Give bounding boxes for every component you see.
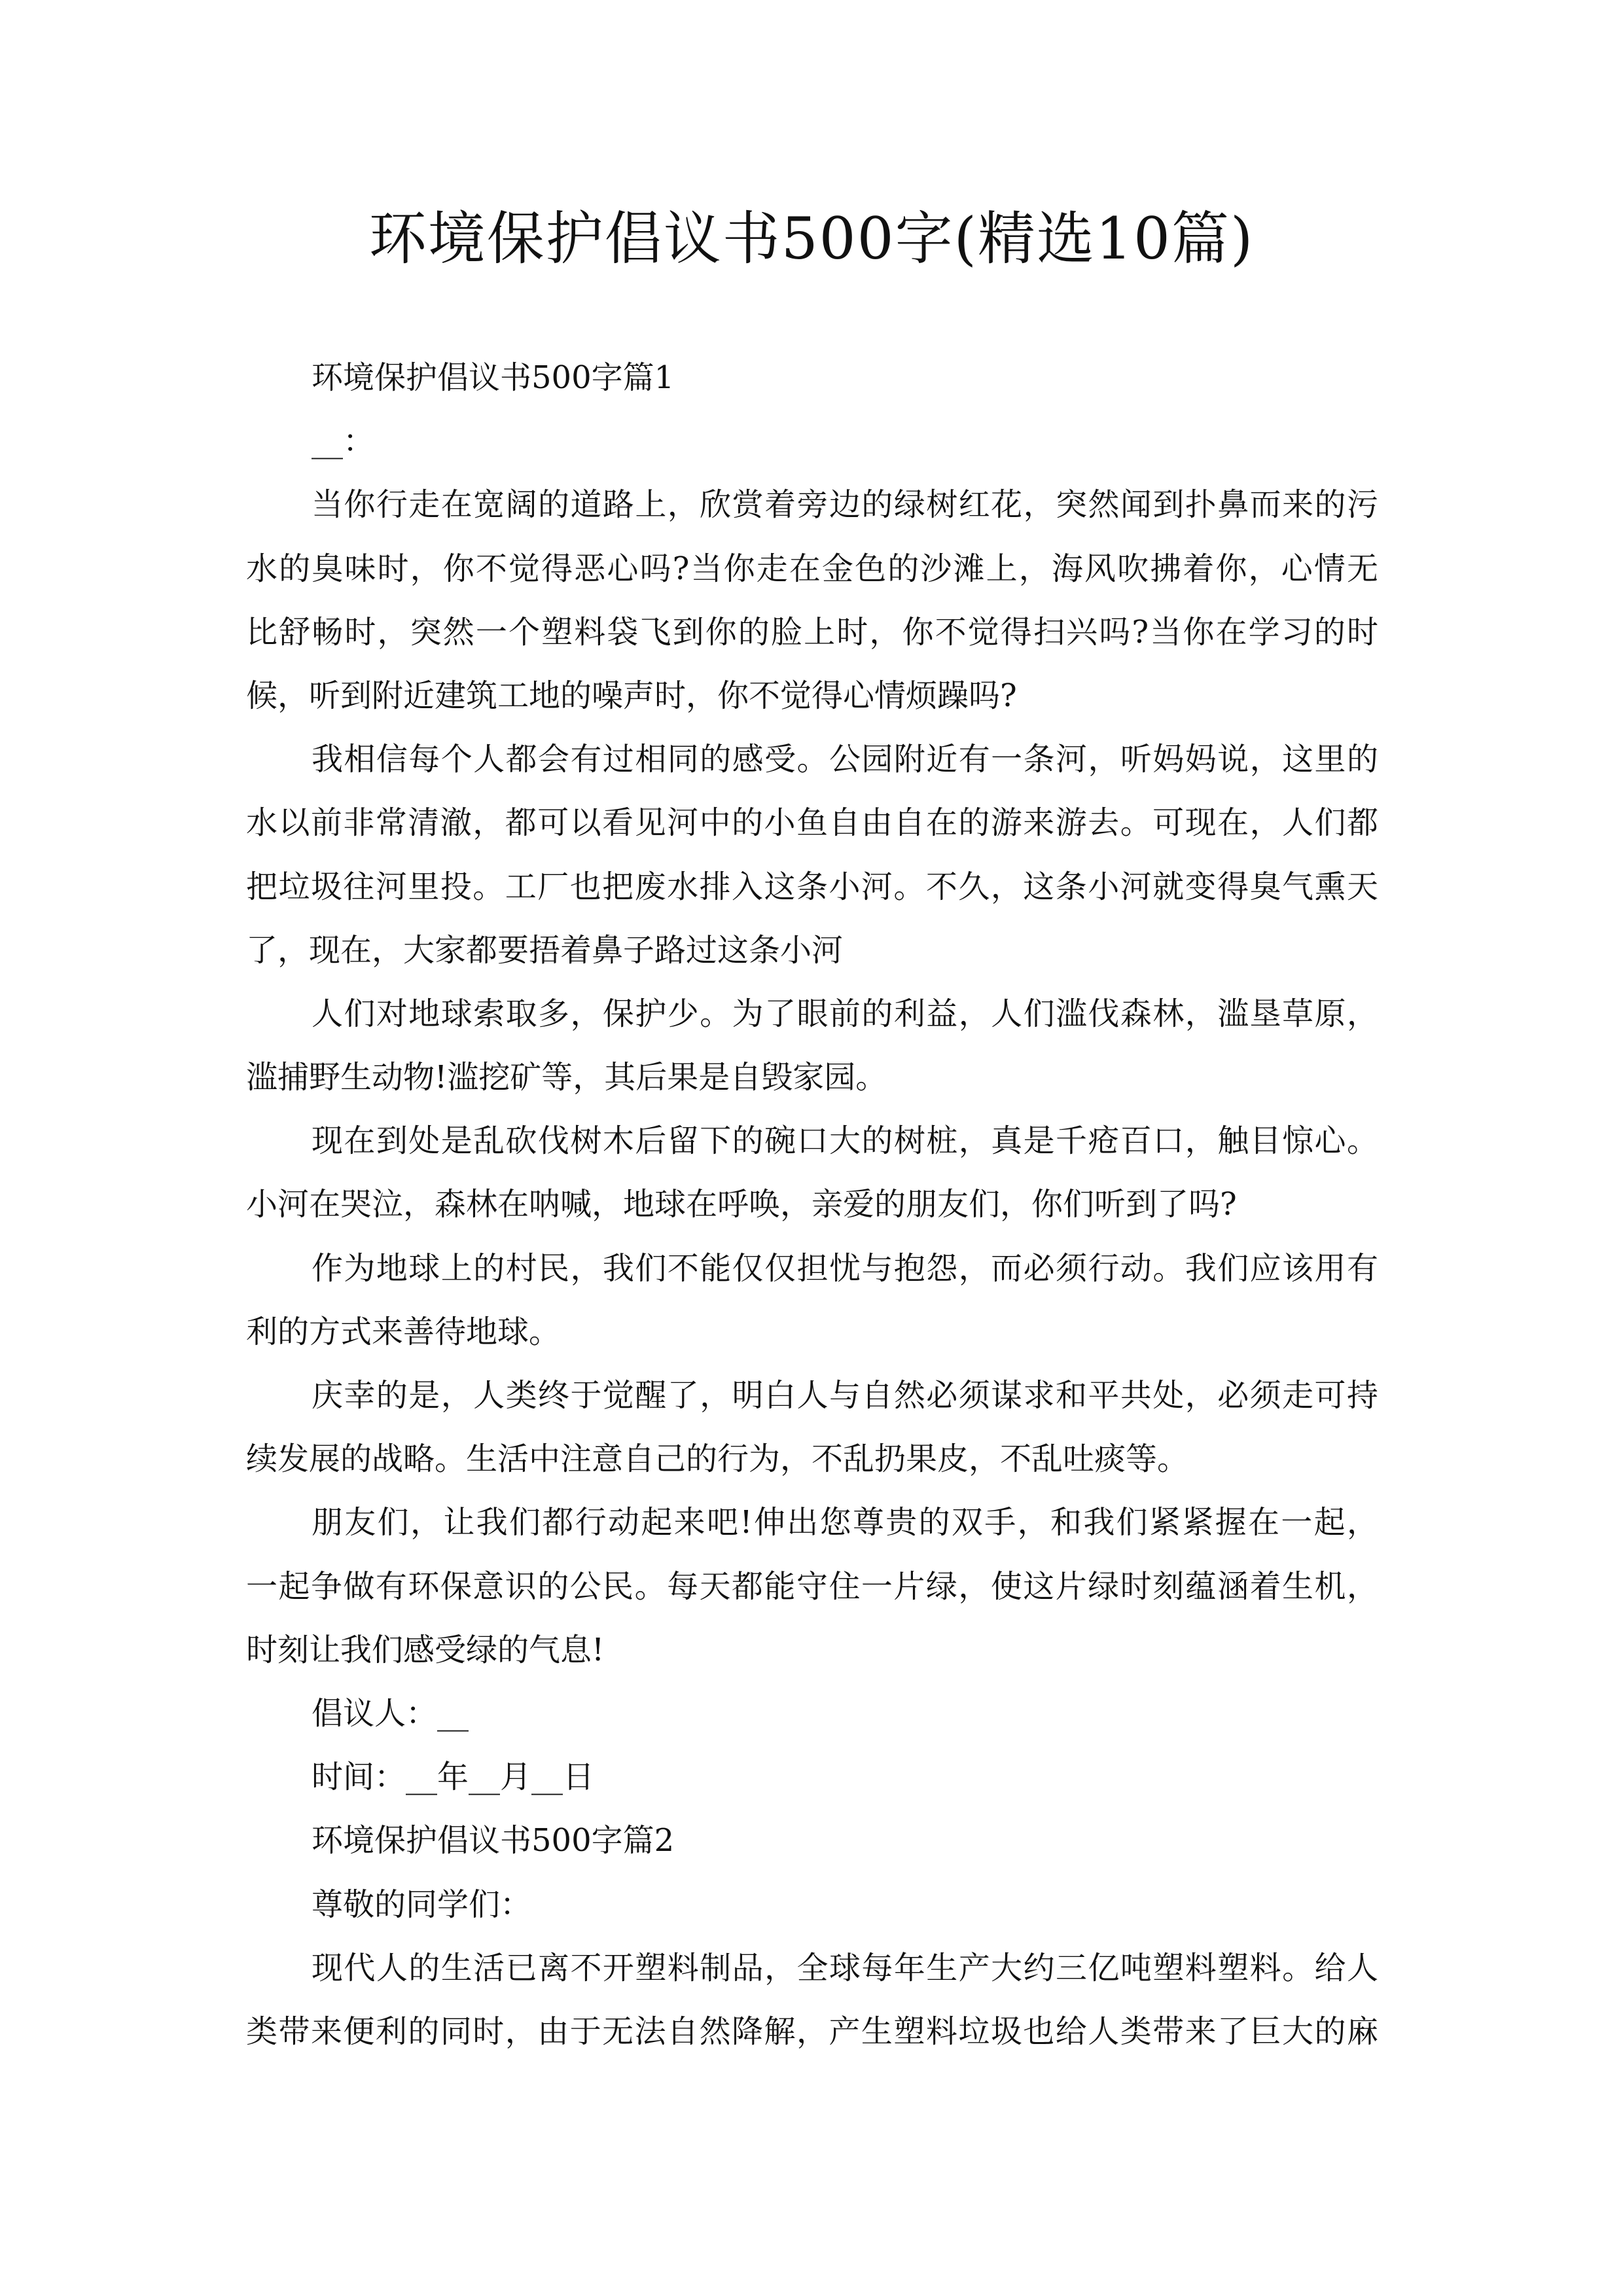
- text-line: 时刻让我们感受绿的气息!: [246, 1631, 605, 1668]
- text-line: 利的方式来善待地球。: [246, 1313, 561, 1350]
- text-line: 现在到处是乱砍伐树木后留下的碗口大的树桩，真是千疮百口，触目惊心。: [312, 1122, 1378, 1160]
- text-line: 候，听到附近建筑工地的噪声时，你不觉得心情烦躁吗?: [246, 677, 1017, 714]
- document-title: 环境保护倡议书500字(精选10篇): [368, 205, 1255, 272]
- text-line: 环境保护倡议书500字篇1: [312, 359, 675, 396]
- text-line: 水以前非常清澈，都可以看见河中的小鱼自由自在的游来游去。可现在，人们都: [246, 804, 1378, 842]
- text-line: 一起争做有环保意识的公民。每天都能守住一片绿，使这片绿时刻蕴涵着生机，: [246, 1568, 1378, 1605]
- text-line: 现代人的生活已离不开塑料制品，全球每年生产大约三亿吨塑料塑料。给人: [312, 1949, 1378, 1986]
- text-line: 环境保护倡议书500字篇2: [312, 1822, 675, 1859]
- document-body: [246, 346, 1378, 2064]
- text-line: 时间：__年__月__日: [312, 1759, 595, 1796]
- text-line: 类带来便利的同时，由于无法自然降解，产生塑料垃圾也给人类带来了巨大的麻: [246, 2013, 1378, 2050]
- text-line: 了，现在，大家都要捂着鼻子路过这条小河: [246, 931, 844, 969]
- text-line: 续发展的战略。生活中注意自己的行为，不乱扔果皮，不乱吐痰等。: [246, 1441, 1189, 1478]
- text-line: 庆幸的是，人类终于觉醒了，明白人与自然必须谋求和平共处，必须走可持: [312, 1377, 1378, 1414]
- text-line: 水的臭味时，你不觉得恶心吗?当你走在金色的沙滩上，海风吹拂着你，心情无: [246, 550, 1378, 587]
- text-line: 小河在哭泣，森林在呐喊，地球在呼唤，亲爱的朋友们，你们听到了吗?: [246, 1186, 1237, 1223]
- text-line: 人们对地球索取多，保护少。为了眼前的利益，人们滥伐森林，滥垦草原，: [312, 995, 1378, 1032]
- text-line: 滥捕野生动物!滥挖矿等，其后果是自毁家园。: [246, 1059, 887, 1096]
- text-line: 比舒畅时，突然一个塑料袋飞到你的脸上时，你不觉得扫兴吗?当你在学习的时: [246, 613, 1378, 651]
- text-line: 作为地球上的村民，我们不能仅仅担忧与抱怨，而必须行动。我们应该用有: [312, 1249, 1378, 1287]
- text-line: 我相信每个人都会有过相同的感受。公园附近有一条河，听妈妈说，这里的: [312, 741, 1378, 778]
- text-line: 倡议人：__: [312, 1695, 469, 1732]
- text-line: __：: [312, 423, 375, 460]
- text-line: 尊敬的同学们：: [312, 1886, 532, 1923]
- text-line: 当你行走在宽阔的道路上，欣赏着旁边的绿树红花，突然闻到扑鼻而来的污: [312, 486, 1378, 524]
- text-line: 把垃圾往河里投。工厂也把废水排入这条小河。不久，这条小河就变得臭气熏天: [246, 868, 1378, 905]
- text-line: 朋友们，让我们都行动起来吧!伸出您尊贵的双手，和我们紧紧握在一起，: [312, 1504, 1378, 1541]
